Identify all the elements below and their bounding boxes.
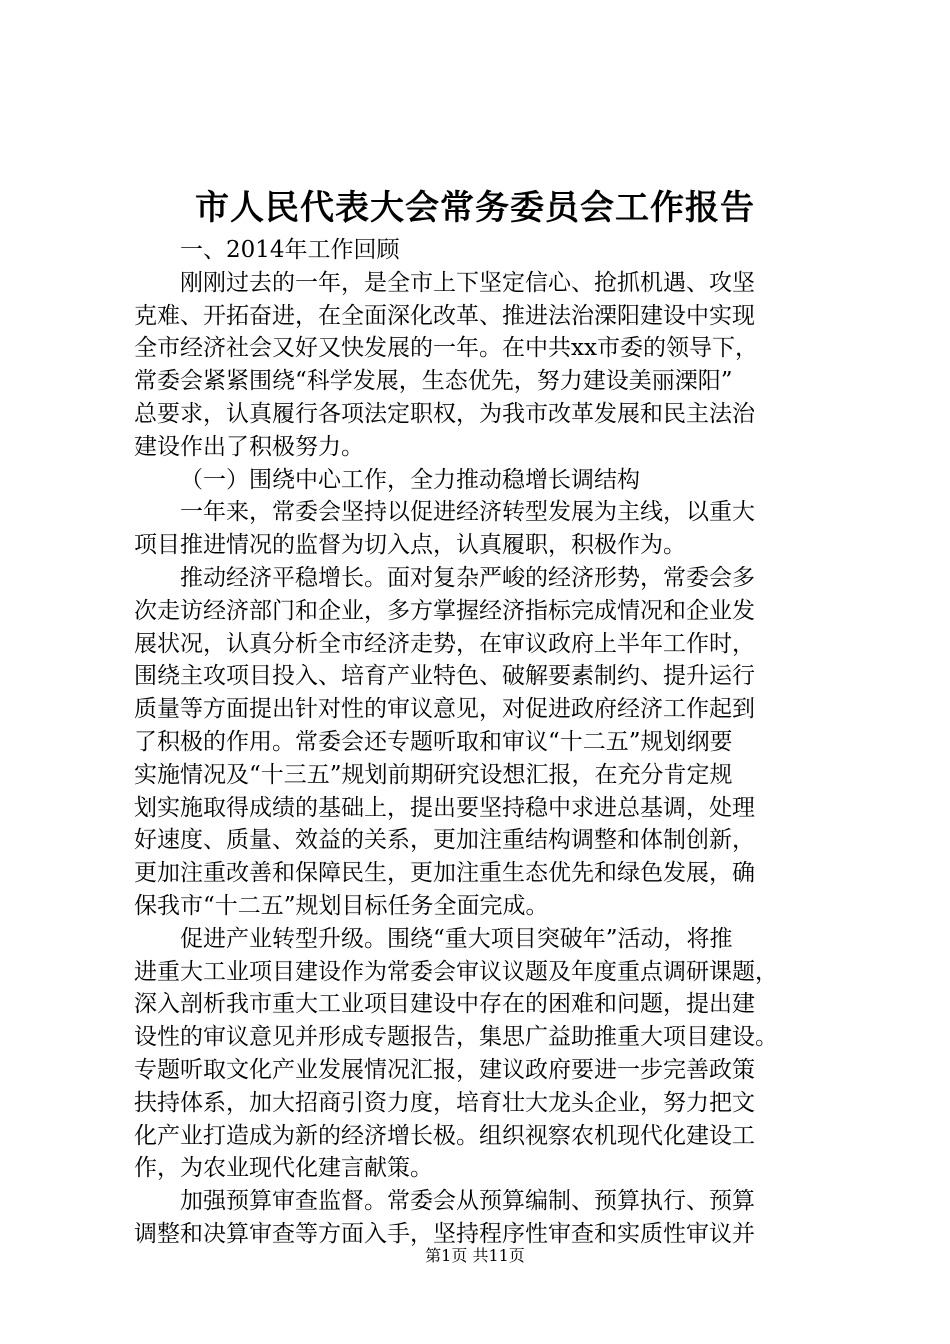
paragraph-line: 全市经济社会又好又快发展的一年。在中共xx市委的领导下， (134, 335, 758, 362)
paragraph-line: 加强预算审查监督。常委会从预算编制、预算执行、预算 (180, 1188, 755, 1215)
paragraph-line: 深入剖析我市重大工业项目建设中存在的困难和问题，提出建 (134, 991, 755, 1018)
paragraph-line: 围绕主攻项目投入、培育产业特色、破解要素制约、提升运行 (134, 663, 755, 690)
paragraph-line: 总要求，认真履行各项法定职权，为我市改革发展和民主法治 (134, 400, 755, 427)
paragraph-line: 专题听取文化产业发展情况汇报，建议政府要进一步完善政策 (134, 1056, 755, 1083)
paragraph-line: 次走访经济部门和企业，多方掌握经济指标完成情况和企业发 (134, 597, 755, 624)
paragraph-line: 一年来，常委会坚持以促进经济转型发展为主线，以重大 (180, 499, 755, 526)
paragraph-line: 实施情况及“十三五”规划前期研究设想汇报，在充分肯定规 (134, 761, 733, 788)
paragraph-line: 项目推进情况的监督为切入点，认真履职，积极作为。 (134, 532, 686, 559)
paragraph-line: 质量等方面提出针对性的审议意见，对促进政府经济工作起到 (134, 696, 755, 723)
paragraph-line: 好速度、质量、效益的关系，更加注重结构调整和体制创新， (134, 827, 755, 854)
paragraph-line: 推动经济平稳增长。面对复杂严峻的经济形势，常委会多 (180, 564, 755, 591)
page-number-footer: 第1页 共11页 (425, 1246, 525, 1265)
paragraph-line: 保我市“十二五”规划目标任务全面完成。 (134, 892, 549, 919)
paragraph-line: 了积极的作用。常委会还专题听取和审议“十二五”规划纲要 (134, 728, 733, 755)
subsection-heading: （一）围绕中心工作，全力推动稳增长调结构 (180, 466, 640, 493)
paragraph-line: 促进产业转型升级。围绕“重大项目突破年”活动，将推 (180, 925, 733, 952)
paragraph-line: 刚刚过去的一年，是全市上下坚定信心、抢抓机遇、攻坚 (180, 269, 755, 296)
paragraph-line: 克难、开拓奋进，在全面深化改革、推进法治溧阳建设中实现 (134, 302, 755, 329)
document-body (134, 234, 830, 1251)
paragraph-line: 建设作出了积极努力。 (134, 433, 364, 460)
paragraph-line: 调整和决算审查等方面入手，坚持程序性审查和实质性审议并 (134, 1220, 755, 1247)
paragraph-line: 进重大工业项目建设作为常委会审议议题及年度重点调研课题， (134, 958, 778, 985)
paragraph-line: 划实施取得成绩的基础上，提出要坚持稳中求进总基调，处理 (134, 794, 755, 821)
paragraph-line: 更加注重改善和保障民生，更加注重生态优先和绿色发展，确 (134, 860, 755, 887)
paragraph-line: 作，为农业现代化建言献策。 (134, 1155, 433, 1182)
document-title: 市人民代表大会常务委员会工作报告 (195, 188, 755, 228)
paragraph-line: 常委会紧紧围绕“科学发展，生态优先，努力建设美丽溧阳” (134, 368, 733, 395)
paragraph-line: 展状况，认真分析全市经济走势，在审议政府上半年工作时， (134, 630, 755, 657)
paragraph-line: 设性的审议意见并形成专题报告，集思广益助推重大项目建设。 (134, 1024, 778, 1051)
paragraph-line: 化产业打造成为新的经济增长极。组织视察农机现代化建设工 (134, 1122, 755, 1149)
paragraph-line: 扶持体系，加大招商引资力度，培育壮大龙头企业，努力把文 (134, 1089, 755, 1116)
section-heading: 一、2014年工作回顾 (180, 237, 400, 263)
